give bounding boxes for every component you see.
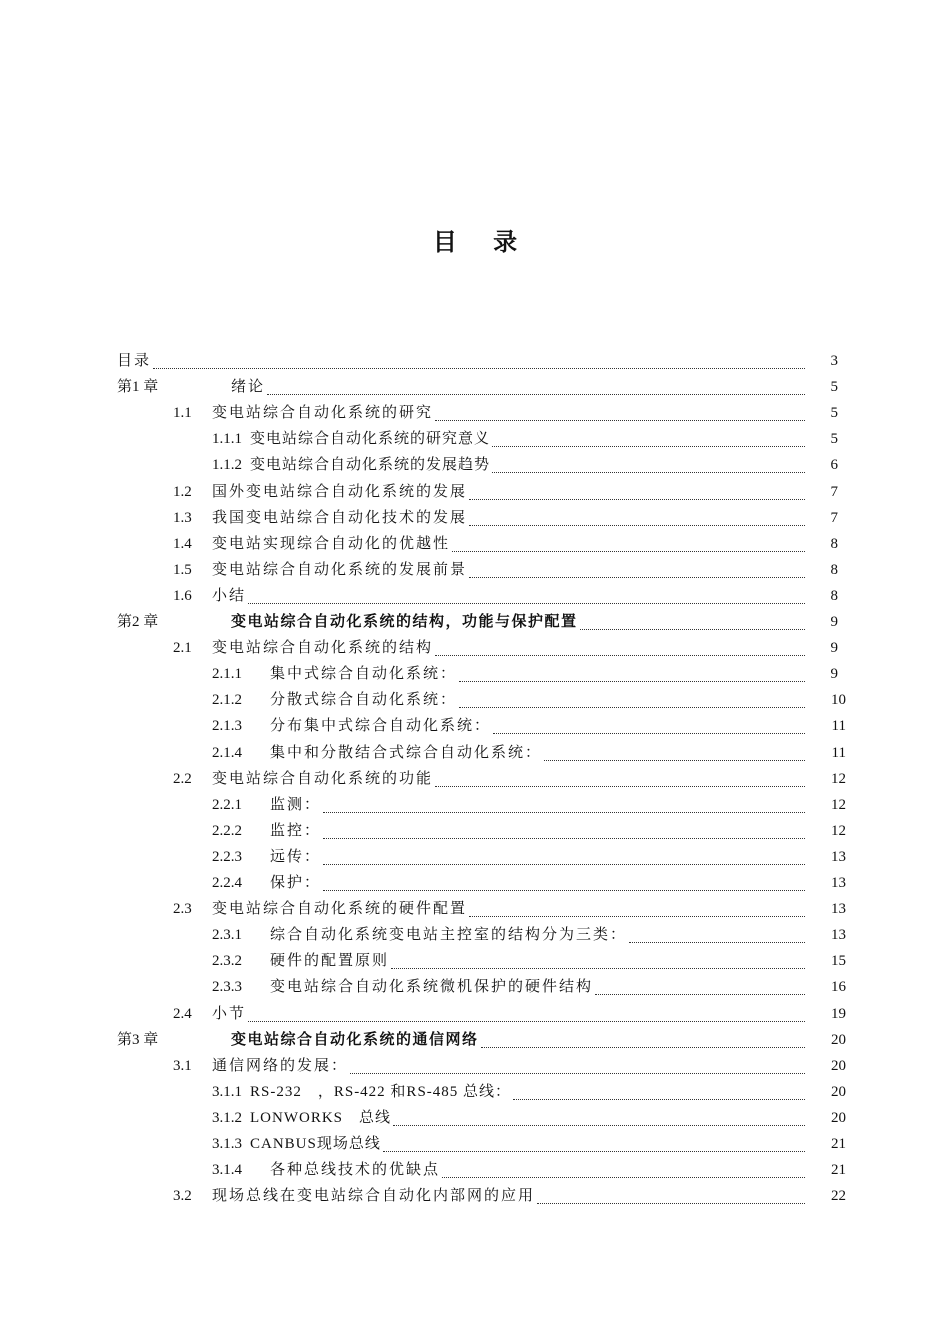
toc-entry-label: 分散式综合自动化系统： (270, 692, 458, 709)
toc-entry-number: 2.4 (173, 1005, 192, 1022)
toc-entry[interactable] (0, 479, 950, 505)
toc-entry-page-number: 21 (831, 1162, 846, 1179)
toc-entry-label: LONWORKS 总线 (250, 1109, 391, 1126)
toc-entry-number: 3.2 (173, 1188, 192, 1205)
toc-entry-number: 1.1.2 (212, 457, 242, 474)
toc-entry[interactable] (0, 896, 950, 922)
toc-entry-label: 小结 (212, 587, 247, 604)
toc-entry-page-number: 16 (831, 979, 846, 996)
toc-entry[interactable] (0, 1027, 950, 1053)
dot-leader (248, 602, 805, 604)
dot-leader (393, 1124, 805, 1126)
toc-entry-page-number: 9 (830, 666, 838, 683)
toc-entry-page-number: 7 (830, 509, 838, 526)
toc-entry-page-number: 3 (830, 353, 838, 369)
toc-entry-label: 目录 (117, 353, 152, 369)
page-title: 目 录 (432, 228, 532, 256)
toc-entry-label: 变电站综合自动化系统的结构，功能与保护配置 (231, 614, 578, 630)
toc-entry[interactable] (0, 922, 950, 948)
toc-entry-label: 通信网络的发展： (212, 1057, 349, 1074)
toc-entry[interactable] (0, 531, 950, 557)
toc-entry-label: 变电站综合自动化系统微机保护的硬件结构 (270, 979, 594, 996)
toc-entry-label: 变电站综合自动化系统的研究意义 (250, 431, 491, 448)
dot-leader (580, 628, 805, 630)
toc-entry-number: 2.1.2 (212, 692, 242, 709)
toc-entry-number: 第2 章 (117, 614, 159, 630)
dot-leader (537, 1202, 805, 1204)
dot-leader (435, 419, 805, 421)
toc-entry-page-number: 20 (831, 1109, 846, 1126)
toc-entry[interactable] (0, 766, 950, 792)
dot-leader (492, 471, 805, 473)
toc-entry-page-number: 19 (831, 1005, 846, 1022)
dot-leader (492, 445, 805, 447)
toc-entry-label: 国外变电站综合自动化系统的发展 (212, 483, 468, 500)
toc-entry-page-number: 13 (831, 927, 846, 944)
toc-entry[interactable] (0, 348, 950, 374)
dot-leader (469, 576, 805, 578)
toc-entry-number: 3.1 (173, 1057, 192, 1074)
toc-entry-number: 2.1.3 (212, 718, 242, 735)
toc-entry[interactable] (0, 687, 950, 713)
toc-entry-page-number: 12 (831, 770, 846, 787)
toc-entry-label: 绪论 (231, 379, 266, 396)
toc-entry-number: 1.5 (173, 561, 192, 578)
toc-entry-page-number: 10 (831, 692, 846, 709)
toc-entry[interactable] (0, 792, 950, 818)
toc-entry-number: 3.1.3 (212, 1136, 242, 1152)
toc-entry-label: 集中和分散结合式综合自动化系统： (270, 744, 543, 761)
toc-entry-page-number: 5 (830, 379, 838, 396)
toc-entry-label: 监测： (270, 796, 322, 813)
toc-entry-number: 2.2 (173, 770, 192, 787)
toc-entry-page-number: 12 (831, 822, 846, 839)
toc-entry-page-number: 21 (831, 1136, 846, 1152)
toc-entry-number: 2.2.3 (212, 848, 242, 865)
dot-leader (481, 1046, 805, 1048)
toc-entry[interactable] (0, 1131, 950, 1157)
dot-leader (153, 367, 805, 369)
toc-entry-number: 2.3.2 (212, 953, 242, 970)
dot-leader (391, 967, 805, 969)
toc-entry-page-number: 11 (831, 718, 846, 735)
toc-entry-page-number: 15 (831, 953, 846, 970)
toc-entry-number: 2.2.2 (212, 822, 242, 839)
toc-entry-label: 变电站综合自动化系统的功能 (212, 770, 434, 787)
dot-leader (323, 811, 805, 813)
dot-leader (629, 941, 805, 943)
toc-entry[interactable] (0, 740, 950, 766)
dot-leader (452, 550, 805, 552)
toc-entry-label: 现场总线在变电站综合自动化内部网的应用 (212, 1188, 536, 1205)
toc-entry-number: 3.1.1 (212, 1083, 242, 1100)
toc-entry-label: 变电站综合自动化系统的研究 (212, 405, 434, 422)
toc-entry[interactable] (0, 583, 950, 609)
toc-entry[interactable] (0, 974, 950, 1000)
toc-entry-page-number: 5 (830, 405, 838, 422)
toc-entry-number: 2.3.1 (212, 927, 242, 944)
toc-entry[interactable] (0, 557, 950, 583)
toc-entry[interactable] (0, 1001, 950, 1027)
toc-entry-number: 1.3 (173, 509, 192, 526)
toc-entry[interactable] (0, 505, 950, 531)
toc-entry-label: 小节 (212, 1005, 247, 1022)
toc-entry-number: 第3 章 (117, 1031, 159, 1048)
dot-leader (513, 1098, 805, 1100)
toc-entry-page-number: 11 (831, 744, 846, 761)
toc-entry-label: RS-232 ，RS-422 和RS-485 总线： (250, 1083, 512, 1100)
toc-entry[interactable] (0, 426, 950, 452)
toc-entry-label: 变电站实现综合自动化的优越性 (212, 535, 451, 552)
toc-entry-number: 2.1.4 (212, 744, 242, 761)
toc-entry-page-number: 12 (831, 796, 846, 813)
toc-entry-page-number: 13 (831, 901, 846, 918)
toc-entry-number: 2.3 (173, 901, 192, 918)
toc-entry-page-number: 13 (831, 848, 846, 865)
toc-entry[interactable] (0, 661, 950, 687)
dot-leader (469, 498, 805, 500)
toc-entry-number: 2.2.1 (212, 796, 242, 813)
toc-entry-label: 远传： (270, 848, 322, 865)
dot-leader (459, 680, 805, 682)
toc-entry-page-number: 20 (831, 1031, 846, 1048)
dot-leader (442, 1176, 805, 1178)
toc-entry[interactable] (0, 713, 950, 739)
dot-leader (544, 759, 805, 761)
toc-entry-label: 变电站综合自动化系统的硬件配置 (212, 901, 468, 918)
toc-entry-page-number: 13 (831, 875, 846, 891)
dot-leader (350, 1072, 805, 1074)
dot-leader (469, 915, 805, 917)
toc-entry[interactable] (0, 452, 950, 478)
toc-entry-number: 1.4 (173, 535, 192, 552)
dot-leader (383, 1150, 805, 1152)
toc-entry-number: 1.6 (173, 587, 192, 604)
dot-leader (248, 1020, 805, 1022)
toc-entry-page-number: 5 (830, 431, 838, 448)
toc-entry-number: 1.1.1 (212, 431, 242, 448)
dot-leader (493, 732, 805, 734)
toc-entry[interactable] (0, 1183, 950, 1209)
toc-entry-page-number: 7 (830, 483, 838, 500)
toc-entry-page-number: 9 (830, 614, 838, 630)
dot-leader (595, 993, 805, 995)
toc-entry-label: 监控： (270, 822, 322, 839)
dot-leader (469, 524, 805, 526)
dot-leader (435, 785, 805, 787)
toc-entry[interactable] (0, 948, 950, 974)
toc-entry-label: 变电站综合自动化系统的通信网络 (231, 1031, 479, 1048)
toc-entry-label: 分布集中式综合自动化系统： (270, 718, 492, 735)
dot-leader (435, 654, 805, 656)
toc-entry-number: 2.3.3 (212, 979, 242, 996)
toc-entry-label: 综合自动化系统变电站主控室的结构分为三类： (270, 927, 628, 944)
dot-leader (267, 393, 805, 395)
toc-entry[interactable] (0, 1105, 950, 1131)
toc-entry-label: 各种总线技术的优缺点 (270, 1162, 441, 1179)
toc-entry[interactable] (0, 635, 950, 661)
toc-entry-number: 2.1 (173, 640, 192, 657)
toc-entry-page-number: 6 (830, 457, 838, 474)
toc-entry-number: 3.1.4 (212, 1162, 242, 1179)
toc-entry-page-number: 8 (830, 587, 838, 604)
toc-entry[interactable] (0, 374, 950, 400)
dot-leader (323, 837, 805, 839)
toc-entry-number: 1.1 (173, 405, 192, 422)
toc-entry[interactable] (0, 1079, 950, 1105)
toc-entry[interactable] (0, 1157, 950, 1183)
toc-entry-number: 2.1.1 (212, 666, 242, 683)
toc-entry-label: 保护： (270, 875, 322, 891)
toc-entry-number: 2.2.4 (212, 875, 242, 891)
toc-entry-label: CANBUS现场总线 (250, 1136, 381, 1152)
toc-entry[interactable] (0, 1053, 950, 1079)
toc-entry-page-number: 20 (831, 1057, 846, 1074)
toc-entry-label: 变电站综合自动化系统的结构 (212, 640, 434, 657)
dot-leader (459, 706, 805, 708)
toc-entry[interactable] (0, 818, 950, 844)
dot-leader (323, 863, 805, 865)
toc-entry-page-number: 8 (830, 535, 838, 552)
toc-entry-label: 硬件的配置原则 (270, 953, 390, 970)
toc-entry-label: 变电站综合自动化系统的发展趋势 (250, 457, 491, 474)
toc-entry-label: 变电站综合自动化系统的发展前景 (212, 561, 468, 578)
toc-entry-number: 1.2 (173, 483, 192, 500)
toc-entry[interactable] (0, 400, 950, 426)
toc-entry[interactable] (0, 609, 950, 635)
dot-leader (323, 889, 805, 891)
toc-entry-page-number: 9 (830, 640, 838, 657)
toc-entry-number: 第1 章 (117, 379, 159, 396)
toc-entry[interactable] (0, 844, 950, 870)
toc-entry[interactable] (0, 870, 950, 896)
toc-entry-label: 我国变电站综合自动化技术的发展 (212, 509, 468, 526)
toc-entry-label: 集中式综合自动化系统： (270, 666, 458, 683)
toc-entry-page-number: 20 (831, 1083, 846, 1100)
toc-entry-page-number: 8 (830, 561, 838, 578)
toc-entry-number: 3.1.2 (212, 1109, 242, 1126)
toc-entry-page-number: 22 (831, 1188, 846, 1205)
